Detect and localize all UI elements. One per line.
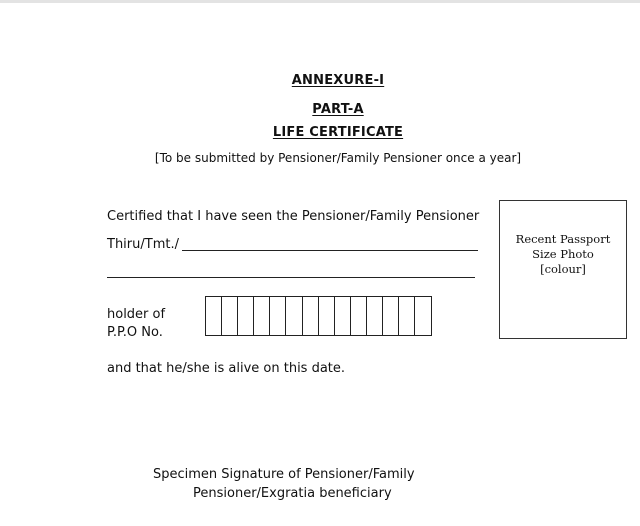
certificate-title: LIFE CERTIFICATE <box>272 125 404 140</box>
ppo-digit-box[interactable] <box>270 297 286 335</box>
signature-caption-line-2: Pensioner/Exgratia beneficiary <box>193 486 392 501</box>
ppo-digit-box[interactable] <box>319 297 335 335</box>
photo-box[interactable] <box>499 200 627 339</box>
photo-label-line-1: Recent Passport <box>515 232 611 246</box>
ppo-digit-box[interactable] <box>286 297 302 335</box>
ppo-digit-box[interactable] <box>303 297 319 335</box>
pensioner-name-line-2[interactable] <box>107 277 475 278</box>
ppo-digit-box[interactable] <box>367 297 383 335</box>
ppo-digit-box[interactable] <box>238 297 254 335</box>
ppo-digit-box[interactable] <box>254 297 270 335</box>
ppo-digit-box[interactable] <box>351 297 367 335</box>
ppo-number-label: P.P.O No. <box>107 325 163 340</box>
ppo-digit-box[interactable] <box>415 297 431 335</box>
ppo-digit-box[interactable] <box>222 297 238 335</box>
ppo-digit-box[interactable] <box>335 297 351 335</box>
alive-statement: and that he/she is alive on this date. <box>107 361 346 376</box>
annexure-heading: ANNEXURE-I <box>291 73 385 88</box>
certified-statement: Certified that I have seen the Pensioner/Family Pensioner <box>107 209 480 224</box>
ppo-digit-box[interactable] <box>206 297 222 335</box>
ppo-number-boxes[interactable] <box>205 296 432 336</box>
thiru-label: Thiru/Tmt./ <box>107 237 179 252</box>
part-heading: PART-A <box>312 102 364 117</box>
signature-caption-line-1: Specimen Signature of Pensioner/Family <box>153 467 415 482</box>
page-top-border <box>0 0 640 3</box>
pensioner-name-line[interactable] <box>182 250 478 251</box>
photo-label-line-2: Size Photo <box>532 247 594 261</box>
ppo-digit-box[interactable] <box>399 297 415 335</box>
holder-of-label: holder of <box>107 307 166 322</box>
ppo-digit-box[interactable] <box>383 297 399 335</box>
submission-note: [To be submitted by Pensioner/Family Pensioner once a year] <box>154 151 522 165</box>
photo-label-line-3: [colour] <box>540 262 586 276</box>
